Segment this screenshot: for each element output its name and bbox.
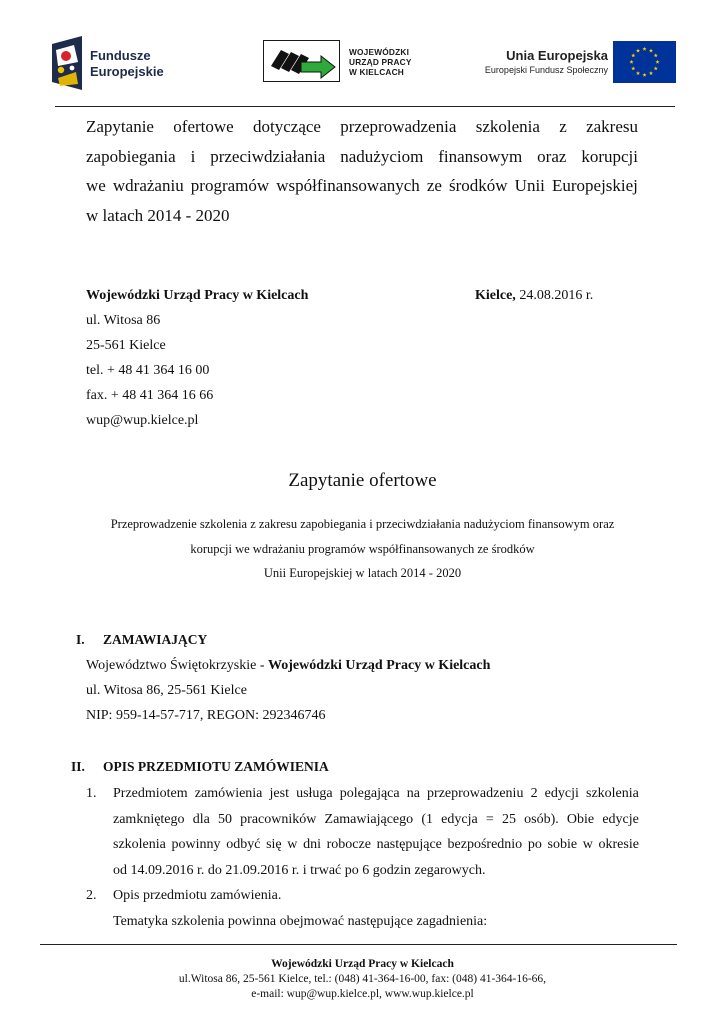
word: polegająca bbox=[339, 786, 400, 801]
word: ze bbox=[426, 176, 442, 195]
word: Unii bbox=[514, 176, 545, 195]
list-item-text: Opis przedmiotu zamówienia. bbox=[113, 888, 282, 903]
word: Przedmiotem bbox=[113, 786, 188, 801]
list-item-line bbox=[113, 832, 639, 858]
intro-title bbox=[86, 112, 638, 230]
word: osób). bbox=[524, 811, 559, 827]
wup-arrow-icon bbox=[263, 40, 340, 82]
word: nadużyciom bbox=[340, 146, 424, 166]
subtitle-line: Unii Europejskiej w latach 2014 - 2020 bbox=[263, 566, 462, 580]
document-heading: Zapytanie ofertowe bbox=[288, 470, 437, 491]
word: Obie bbox=[566, 811, 595, 827]
ue-logo-subtitle: Europejski Fundusz Społeczny bbox=[484, 65, 608, 75]
header-divider bbox=[55, 106, 675, 107]
fundusze-europejskie-logo bbox=[52, 36, 177, 90]
section-number: II. bbox=[71, 759, 85, 774]
subtitle-line: Przeprowadzenie szkolenia z zakresu zapobiegania i przeciwdziałania nadużyciom finansowym oraz bbox=[110, 517, 615, 531]
fe-logo-line: Fundusze bbox=[90, 48, 151, 63]
orderer-line bbox=[86, 653, 490, 678]
word: przeprowadzenia bbox=[340, 117, 457, 136]
list-item-line bbox=[113, 781, 639, 807]
word: środków bbox=[449, 176, 508, 195]
wup-kielce-logo bbox=[263, 40, 423, 84]
word: przeprowadzeniu bbox=[427, 786, 524, 801]
word: finansowym bbox=[438, 146, 523, 166]
word: Zamawiającego bbox=[324, 811, 414, 827]
fundusze-europejskie-emblem-icon bbox=[52, 36, 82, 90]
word: 50 bbox=[217, 811, 232, 827]
word: edycja bbox=[441, 811, 478, 827]
word: w bbox=[582, 837, 593, 852]
sender-phone: tel. + 48 41 364 16 00 bbox=[86, 363, 210, 378]
word: po bbox=[527, 837, 542, 852]
word: pracowników bbox=[240, 811, 317, 827]
word: programów bbox=[190, 176, 270, 195]
sender-email: wup@wup.kielce.pl bbox=[86, 413, 199, 428]
footer-contact: e-mail: wup@wup.kielce.pl, www.wup.kielce.pl bbox=[251, 988, 474, 1000]
orderer-region: Województwo Świętokrzyskie - bbox=[86, 658, 268, 673]
section-1-body bbox=[86, 653, 490, 728]
word: zakresu bbox=[586, 117, 638, 136]
unia-europejska-wordmark bbox=[468, 48, 608, 76]
word: 2 bbox=[530, 786, 538, 801]
word: jest bbox=[269, 786, 289, 801]
date-value: 24.08.2016 r. bbox=[515, 288, 594, 303]
word: 25 bbox=[501, 811, 516, 827]
footer-address: ul.Witosa 86, 25-561 Kielce, tel.: (048) 41-364-16-00, fax: (048) 41-364-16-66, bbox=[178, 973, 547, 985]
orderer-address: ul. Witosa 86, 25-561 Kielce bbox=[86, 683, 247, 698]
word: sobie bbox=[547, 837, 578, 852]
footer-org: Wojewódzki Urząd Pracy w Kielcach bbox=[271, 958, 454, 970]
sender-name: Wojewódzki Urząd Pracy w Kielcach bbox=[86, 288, 309, 303]
intro-title-line bbox=[86, 171, 638, 201]
word: bezpośrednio bbox=[447, 837, 523, 852]
list-item bbox=[86, 781, 639, 883]
word: współfinansowanych bbox=[276, 176, 420, 195]
orderer-name: Wojewódzki Urząd Pracy w Kielcach bbox=[268, 658, 491, 673]
list-item bbox=[86, 883, 639, 909]
wup-logo-line: W KIELCACH bbox=[349, 67, 405, 77]
word: dla bbox=[192, 811, 210, 827]
ue-logo-title: Unia Europejska bbox=[506, 48, 608, 63]
word: na bbox=[406, 786, 420, 801]
word: = bbox=[485, 811, 494, 827]
orderer-ids: NIP: 959-14-57-717, REGON: 292346746 bbox=[86, 708, 326, 723]
intro-title-line bbox=[86, 112, 638, 142]
wup-wordmark bbox=[349, 47, 412, 77]
word: następujące bbox=[376, 837, 442, 852]
word: we bbox=[86, 176, 106, 195]
page-footer bbox=[0, 957, 725, 1002]
date-place: Kielce, bbox=[475, 288, 516, 303]
word: ofertowe bbox=[173, 117, 234, 136]
list-item-line bbox=[113, 807, 639, 833]
word: dni bbox=[303, 837, 321, 852]
word: wdrażaniu bbox=[112, 176, 184, 195]
word: (1 bbox=[421, 811, 433, 827]
word: robocze bbox=[326, 837, 371, 852]
document-subtitle bbox=[60, 512, 665, 586]
word: szkolenia bbox=[475, 117, 540, 136]
section-2-heading bbox=[71, 755, 571, 779]
word: oraz bbox=[537, 146, 567, 166]
word: korupcji bbox=[581, 146, 638, 166]
word: szkolenia bbox=[586, 786, 639, 801]
sender-city: 25-561 Kielce bbox=[86, 338, 166, 353]
subtitle-line: korupcji we wdrażaniu programów współfinansowanych ze środków bbox=[190, 541, 535, 556]
word: zapobiegania bbox=[86, 146, 176, 166]
document-date bbox=[475, 283, 593, 308]
word: usługa bbox=[296, 786, 333, 801]
section-number: I. bbox=[76, 632, 85, 647]
word: się bbox=[266, 837, 282, 852]
sender-address-block bbox=[86, 283, 308, 433]
intro-title-line bbox=[86, 142, 638, 172]
word: szkolenia bbox=[113, 837, 166, 852]
list-item-last-line: od 14.09.2016 r. do 21.09.2016 r. i trwać po 6 godzin zegarowych. bbox=[113, 862, 486, 878]
word: powinny bbox=[171, 837, 221, 852]
word: Zapytanie bbox=[86, 117, 154, 136]
sender-street: ul. Witosa 86 bbox=[86, 313, 161, 328]
list-item-number: 1. bbox=[86, 786, 97, 801]
word: zamówienia bbox=[194, 786, 263, 801]
wup-emblem bbox=[263, 40, 340, 82]
section-2-list bbox=[86, 781, 639, 934]
fe-logo-line: Europejskie bbox=[90, 64, 164, 79]
eu-flag-icon bbox=[613, 41, 676, 83]
fundusze-europejskie-wordmark bbox=[90, 48, 164, 80]
section-title: ZAMAWIAJĄCY bbox=[103, 632, 208, 647]
section-1-heading bbox=[76, 628, 576, 652]
word: okresie bbox=[598, 837, 639, 852]
footer-divider bbox=[40, 944, 677, 945]
wup-logo-line: WOJEWÓDZKI bbox=[349, 47, 410, 57]
list-item-number: 2. bbox=[86, 888, 97, 903]
list-item-followup: Tematyka szkolenia powinna obejmować następujące zagadnienia: bbox=[113, 913, 488, 929]
section-title: OPIS PRZEDMIOTU ZAMÓWIENIA bbox=[103, 759, 329, 774]
intro-title-last-line: w latach 2014 - 2020 bbox=[86, 205, 230, 225]
sender-fax: fax. + 48 41 364 16 66 bbox=[86, 388, 214, 403]
word: przeciwdziałania bbox=[210, 146, 326, 166]
word: Europejskiej bbox=[551, 176, 638, 195]
wup-logo-line: URZĄD PRACY bbox=[349, 57, 412, 67]
word: z bbox=[559, 117, 567, 136]
word: i bbox=[190, 146, 196, 166]
word: dotyczące bbox=[253, 117, 321, 136]
word: edycji bbox=[544, 786, 579, 801]
word: odbyć bbox=[226, 837, 261, 852]
word: w bbox=[287, 837, 298, 852]
word: edycje bbox=[602, 811, 639, 827]
word: zamkniętego bbox=[113, 811, 185, 827]
